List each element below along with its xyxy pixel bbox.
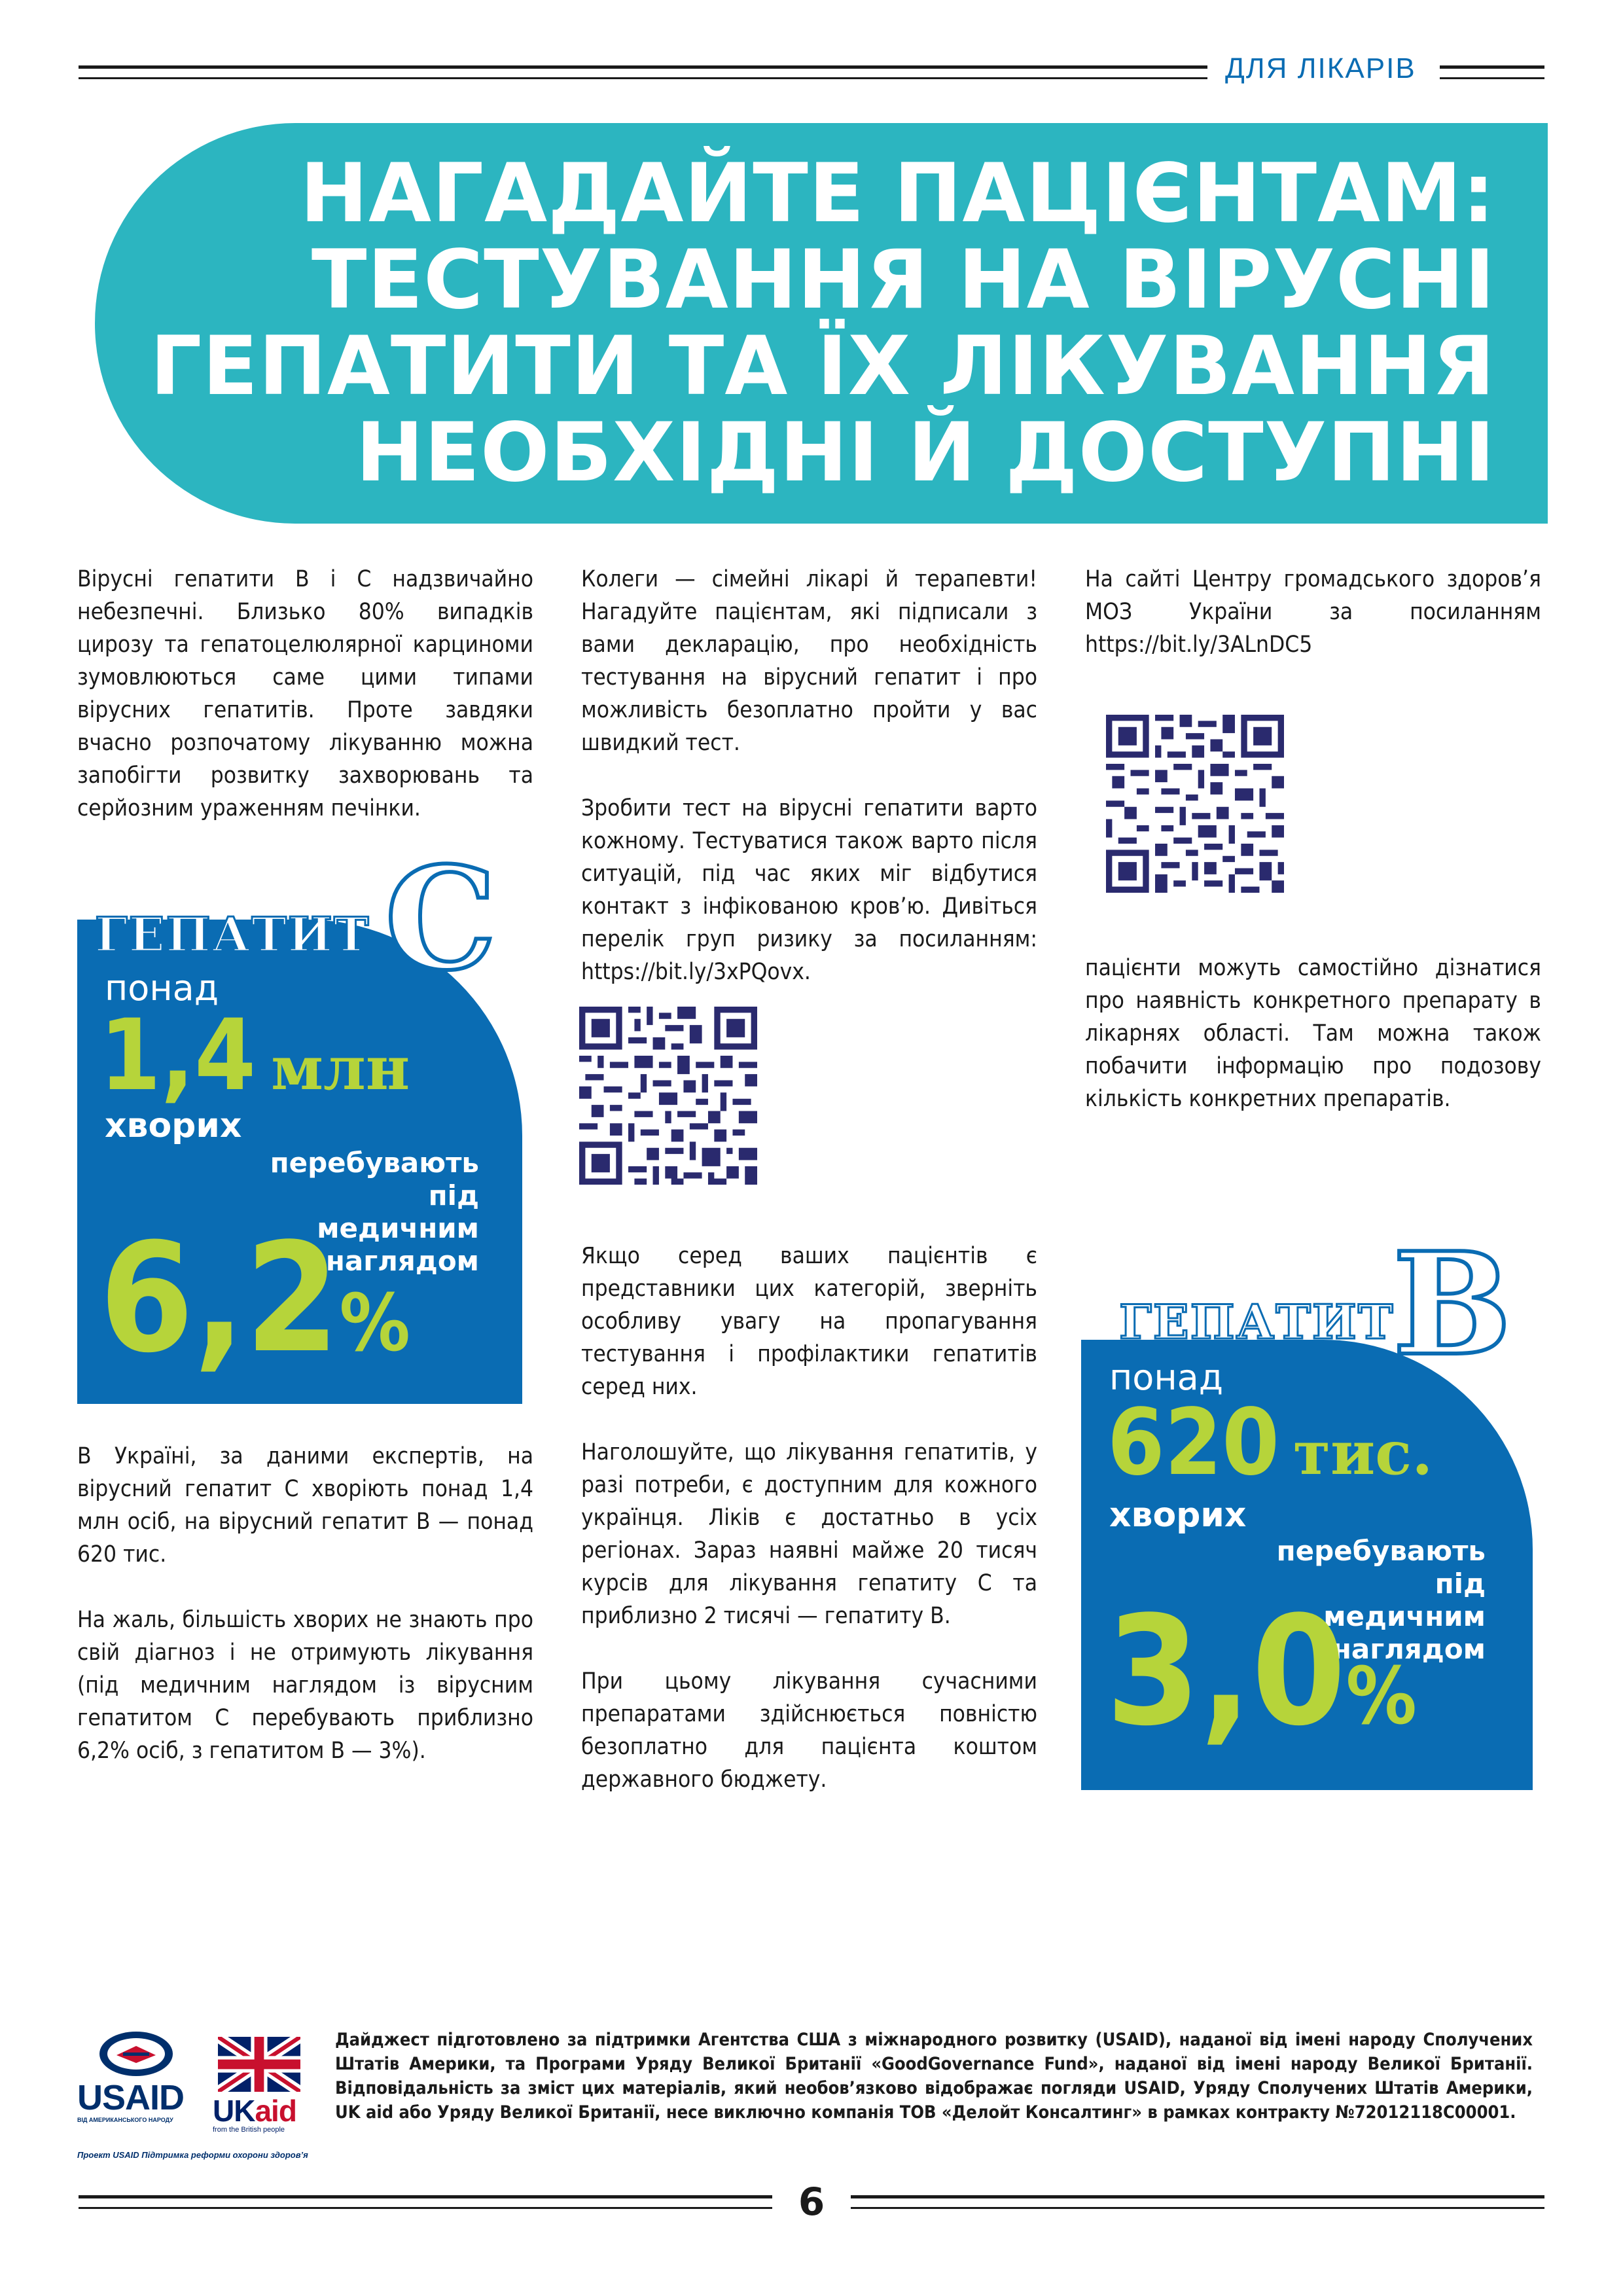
usaid-name: USAID (77, 2078, 185, 2117)
column-2-bottom (581, 1240, 1037, 1829)
hep-b-number-value: 620 (1107, 1390, 1279, 1496)
hep-c-over: понад (105, 967, 219, 1009)
ukaid-aid: aid (255, 2094, 296, 2128)
project-caption: Проект USAID Підтримка реформи охорони здоров’я (77, 2150, 308, 2160)
column-1-intro (77, 563, 533, 857)
hep-c-letter: С (385, 836, 497, 1001)
header-rule-right-2 (1440, 77, 1544, 79)
column-3-mid (1085, 952, 1541, 1148)
page-number: 6 (798, 2179, 825, 2224)
header-rule-left-2 (79, 77, 1207, 79)
hep-c-percent-value: 6,2 (99, 1211, 340, 1386)
colleagues-paragraph: Колеги — сімейні лікарі й терапевти! Нагадуйте пацієнтам, які підписали з вами декларацію, про необхідність тестування на вірусний гепатит і про можливість безоплатно пройти у вас швидкий тест. (581, 566, 1037, 756)
title-line-2: ТЕСТУВАННЯ НА ВІРУСНІ (311, 233, 1495, 327)
header-rule-left (79, 65, 1207, 69)
column-3-top (1085, 563, 1541, 694)
footer-rule-right-2 (851, 2207, 1544, 2209)
hep-c-label: ГЕПАТИТ (95, 906, 370, 962)
intro-paragraph: Вірусні гепатити В і С надзвичайно небезпечні. Близько 80% випадків цирозу та гепатоцелюлярної карциноми зумовлюються саме цими типами вірусних гепатитів. Проте завдяки вчасно розпочатому лікуванню можна запобігти розвитку захворювань та серйозним ураженням печінки. (77, 566, 533, 821)
section-label: ДЛЯ ЛІКАРІВ (1225, 52, 1416, 84)
qr-code-risk-groups[interactable] (579, 1007, 757, 1185)
hep-b-letter: В (1393, 1221, 1512, 1387)
hep-c-percent-sign: % (339, 1278, 410, 1369)
hep-b-supervised-line-2: під медичним (1323, 1568, 1486, 1632)
ukaid-subtitle: from the British people (213, 2126, 285, 2134)
ukaid-uk: UK (213, 2094, 255, 2128)
header-rule-right (1440, 65, 1544, 69)
treatment-available-paragraph: Наголошуйте, що лікування гепатитів, у разі потреби, є доступним для кожного українця. Ліків є достатньо в усіх регіонах. Зараз наявні майже 20 тисяч курсів для лікування гепатиту С та приблизно 2 тисячі — гепатиту В. (581, 1439, 1037, 1629)
hep-c-supervised-line-2: під медичним (317, 1179, 479, 1244)
hep-b-label: ГЕПАТИТ (1119, 1294, 1395, 1350)
usaid-seal-icon (97, 2029, 175, 2078)
hep-b-percent (1106, 1585, 1417, 1795)
hep-b-percent-sign: % (1346, 1651, 1417, 1742)
hep-c-number-value: 1,4 (99, 999, 257, 1113)
title-banner (95, 123, 1548, 524)
ukaid-logo (213, 2037, 311, 2135)
hep-c-percent (99, 1211, 410, 1422)
undiagnosed-paragraph: На жаль, більшість хворих не знають про свій діагноз і не отримують лікування (під медичним наглядом із вірусним гепатитом С перебувають приблизно 6,2% осіб, з гепатитом В — 3%). (77, 1607, 533, 1764)
risk-categories-paragraph: Якщо серед ваших пацієнтів є представники цих категорій, зверніть особливу увагу на пропагування тестування і профілактики гепатитів серед них. (581, 1243, 1037, 1400)
prevalence-paragraph: В Україні, за даними експертів, на вірусний гепатит С хворіють понад 1,4 млн осіб, на вірусний гепатит В — понад 620 тис. (77, 1443, 533, 1568)
hep-c-patients: хворих (105, 1106, 242, 1145)
footer-rule-left (79, 2195, 772, 2198)
hep-b-supervised-line-3: наглядом (1332, 1633, 1486, 1665)
hep-c-unit: млн (271, 1033, 410, 1103)
hep-b-supervised-line-1: перебувають (1276, 1535, 1486, 1567)
ukaid-wordmark (213, 2093, 296, 2128)
footer-rule-right (851, 2195, 1544, 2198)
hep-c-supervised-line-1: перебувають (270, 1147, 479, 1179)
usaid-subtitle: ВІД АМЕРИКАНСЬКОГО НАРОДУ (77, 2117, 173, 2123)
page-title (150, 147, 1495, 500)
hep-b-percent-value: 3,0 (1106, 1585, 1346, 1759)
union-jack-icon (218, 2037, 300, 2092)
usaid-logo (77, 2029, 195, 2140)
column-2-top (581, 563, 1037, 1021)
self-check-paragraph: пацієнти можуть самостійно дізнатися про наявність конкретного препарату в лікарнях області. Там можна також побачити інформацію про подозову кількість конкретних препаратів. (1085, 955, 1541, 1112)
hep-c-supervised-line-3: наглядом (325, 1245, 479, 1277)
free-treatment-paragraph: При цьому лікування сучасними препаратами здійснюється повністю безоплатно для пацієнта коштом державного бюджету. (581, 1668, 1037, 1793)
phc-site-paragraph: На сайті Центру громадського здоров’я МОЗ України за посиланням https://bit.ly/3ALnDC5 (1085, 566, 1541, 658)
test-everyone-paragraph: Зробити тест на вірусні гепатити варто кожному. Тестуватися також варто після ситуацій, під час яких міг відбутися контакт з інфікованою кров’ю. Дивіться перелік груп ризику за посиланням: https://bit.ly/3xPQovx. (581, 795, 1037, 985)
footer-disclaimer: Дайджест підготовлено за підтримки Агентства США з міжнародного розвитку (USAID), наданої від імені народу Сполучених Штатів Америки, та Програми Уряду Великої Британії «GoodGovernance Fund», наданої від імені народу Великої Британії. Відповідальність за зміст цих матеріалів, який необов’язково відображає погляди USAID, Уряду Сполучених Штатів Америки, UK aid або Уряду Великої Британії, несе виключно компанія ТОВ «Делойт Консалтинг» в рамках контракту №72012118C00001. (335, 2030, 1533, 2123)
hep-b-patients: хворих (1109, 1496, 1247, 1535)
title-line-3: ГЕПАТИТИ ТА ЇХ ЛІКУВАННЯ (150, 319, 1495, 414)
footer-rule-left-2 (79, 2207, 772, 2209)
hep-b-over: понад (1109, 1357, 1224, 1398)
hep-b-unit: тис. (1293, 1418, 1433, 1488)
qr-code-medicine-availability[interactable] (1106, 715, 1284, 893)
title-line-1: НАГАДАЙТЕ ПАЦІЄНТАМ: (300, 147, 1495, 241)
column-1-body (77, 1440, 533, 1800)
title-line-4: НЕОБХІДНІ Й ДОСТУПНІ (355, 406, 1495, 500)
